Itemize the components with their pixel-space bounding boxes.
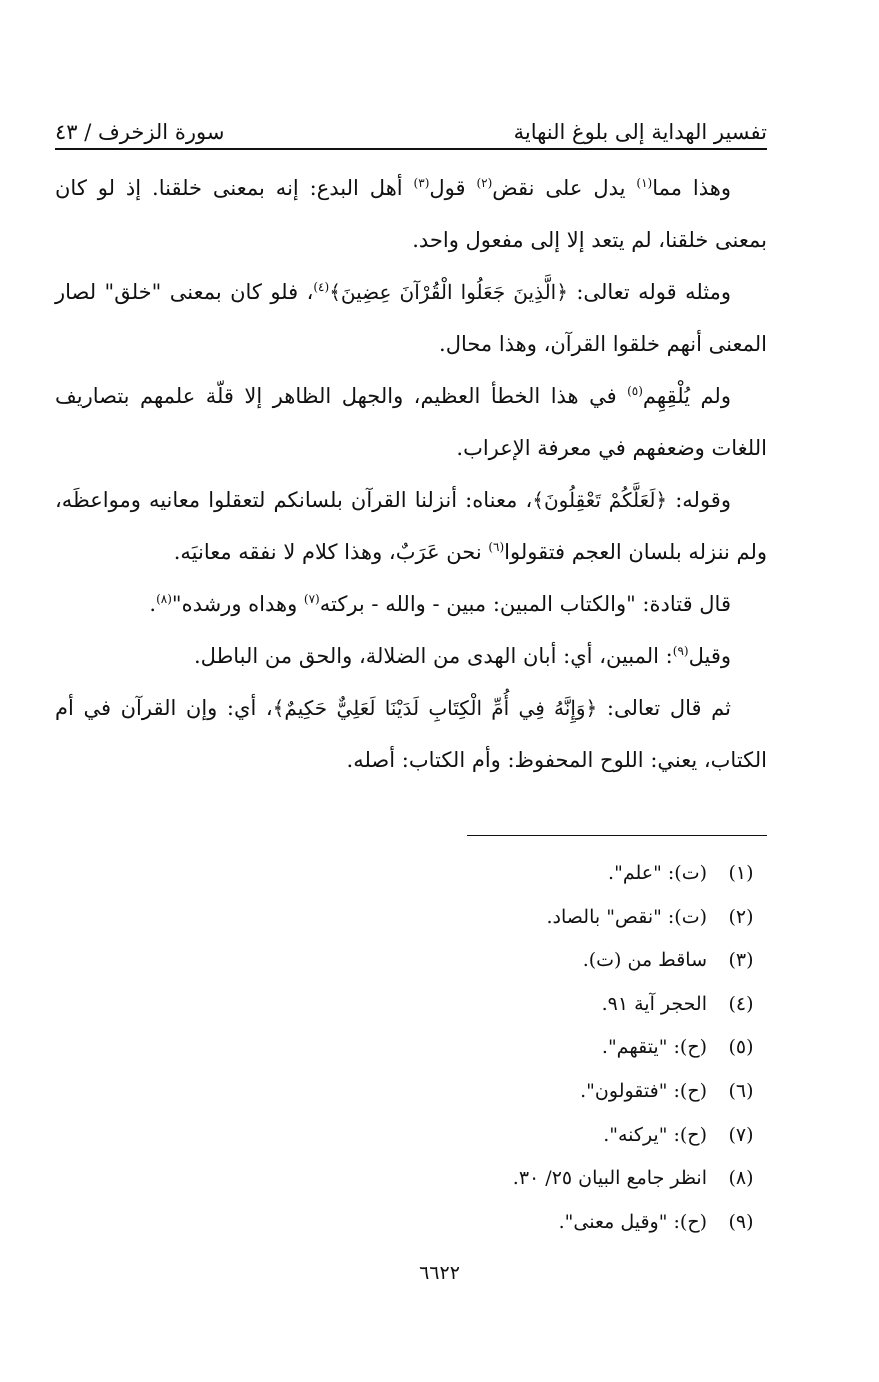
footnote-number: (٢) <box>728 905 754 928</box>
footnote-item <box>167 1026 767 1070</box>
text-run: . <box>149 592 157 616</box>
text-run: في هذا الخطأ العظيم، والجهل الظاهر إلا قلّة علمهم بتصاريف اللغات وضعفهم في معرفة الإعراب. <box>55 384 767 460</box>
paragraph <box>55 682 767 786</box>
text-run: ومثله قوله تعالى: <box>567 280 732 304</box>
footnote-number: (٤) <box>728 992 754 1015</box>
footnote-text: ساقط من (ت). <box>582 949 707 972</box>
footnote-text: (ت): "علم". <box>608 862 707 884</box>
text-run: وقيل <box>688 644 731 668</box>
quran-verse: ﴿الَّذِينَ جَعَلُوا الْقُرْآنَ عِضِينَ﴾ <box>329 280 568 304</box>
text-run: وقوله: <box>667 488 731 512</box>
text-run: قول <box>429 176 477 200</box>
footnote-item <box>167 939 767 983</box>
page-number: ٦٦٢٢ <box>419 1262 460 1284</box>
footnote-item <box>167 1201 767 1245</box>
footnote-item <box>167 1070 767 1114</box>
paragraph <box>55 162 767 266</box>
text-run: وهذا مما <box>652 176 731 200</box>
footnote-number: (٩) <box>728 1210 754 1233</box>
text-run: وهداه ورشده" <box>171 592 304 616</box>
footnote-marker: (٦) <box>488 540 505 554</box>
footnote-number: (٥) <box>728 1036 754 1059</box>
text-run: ثم قال تعالى: <box>597 696 731 720</box>
text-run: قال قتادة: "والكتاب المبين: مبين - والله - بركته <box>319 592 731 616</box>
footnote-number: (٨) <box>728 1167 754 1190</box>
footnote-divider <box>467 835 767 836</box>
footnote-marker: (١) <box>636 176 653 190</box>
text-run: ، أي: وإن القرآن في أم الكتاب، يعني: اللوح المحفوظ: وأم الكتاب: أصله. <box>55 696 767 772</box>
footnote-text: الحجر آية ٩١. <box>601 992 707 1015</box>
footnote-text: (ت): "نقص" بالصاد. <box>546 905 707 928</box>
quran-verse: ﴿لَعَلَّكُمْ تَعْقِلُونَ﴾ <box>532 488 668 512</box>
running-header <box>55 104 767 144</box>
text-run: : المبين، أي: أبان الهدى من الضلالة، والحق من الباطل. <box>193 644 673 668</box>
footnote-text: انظر جامع البيان ٢٥/ ٣٠. <box>512 1167 707 1190</box>
header-divider <box>55 148 767 150</box>
book-title: تفسير الهداية إلى بلوغ النهاية <box>513 120 767 144</box>
paragraph <box>55 578 767 630</box>
footnote-text: (ح): "وقيل معنى". <box>558 1210 707 1233</box>
footnote-text: (ح): "يتقهم". <box>601 1036 707 1059</box>
footnote-item <box>167 1114 767 1158</box>
text-run: ولم يُلْقِهِم <box>642 384 731 408</box>
text-run: ، فلو كان بمعنى "خلق" لصار المعنى أنهم خلقوا القرآن، وهذا محال. <box>55 280 767 356</box>
footnote-number: (٣) <box>728 949 754 972</box>
footnote-text: (ح): "فتقولون". <box>580 1079 707 1102</box>
footnotes-list <box>167 852 767 1244</box>
footnote-marker: (٧) <box>303 592 320 606</box>
text-run: أهل البدع: إنه بمعنى خلقنا. إذ لو كان بمعنى خلقنا، لم يتعد إلا إلى مفعول واحد. <box>55 176 767 252</box>
footnote-marker: (٣) <box>413 176 430 190</box>
footnote-item <box>167 983 767 1027</box>
main-text <box>55 162 767 786</box>
text-run: نحن عَرَبٌ، وهذا كلام لا نفقه معانيَه. <box>173 540 489 564</box>
surah-page-label: سورة الزخرف / ٤٣ <box>55 120 225 144</box>
footnote-number: (١) <box>728 862 754 884</box>
footnote-marker: (٤) <box>313 280 330 294</box>
footnote-marker: (٢) <box>476 176 493 190</box>
paragraph <box>55 370 767 474</box>
paragraph <box>55 266 767 370</box>
footnote-item <box>167 852 767 896</box>
footnote-marker: (٩) <box>672 644 689 658</box>
text-run: يدل على نقض <box>492 176 637 200</box>
footnote-marker: (٥) <box>627 384 643 398</box>
text-run: ، معناه: أنزلنا القرآن بلسانكم لتعقلوا معانيه ومواعظَه، ولم ننزله بلسان العجم فتقولوا <box>55 488 767 564</box>
footnote-marker: (٨) <box>156 592 172 606</box>
paragraph <box>55 630 767 682</box>
footnote-number: (٦) <box>728 1079 754 1102</box>
footnote-number: (٧) <box>728 1123 754 1146</box>
quran-verse: ﴿وَإِنَّهُ فِي أُمِّ الْكِتَابِ لَدَيْنَا لَعَلِيٌّ حَكِيمٌ﴾ <box>272 696 598 720</box>
paragraph <box>55 474 767 578</box>
footnote-text: (ح): "يركنه". <box>603 1123 707 1146</box>
footnote-item <box>167 1157 767 1201</box>
footnote-item <box>167 896 767 940</box>
